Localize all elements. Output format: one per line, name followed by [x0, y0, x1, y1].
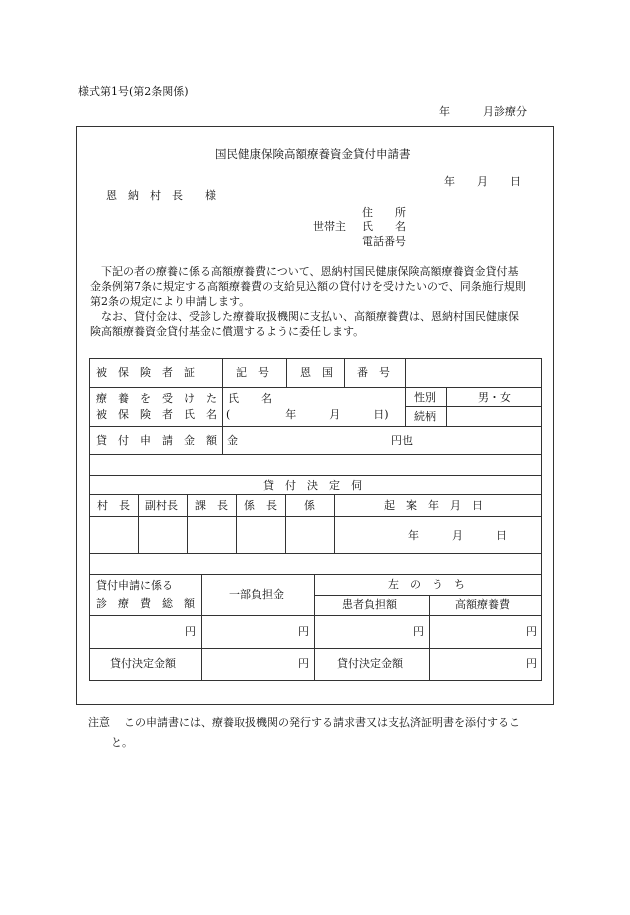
col-divider — [201, 574, 202, 680]
row-divider — [89, 574, 542, 575]
application-date: 年 月 日 — [444, 175, 521, 188]
drafted-date-label: 起 案 年 月 日 — [384, 499, 483, 512]
row-divider — [89, 454, 542, 455]
approver-staff: 係 — [304, 499, 315, 512]
of-which-label: 左 の う ち — [388, 578, 465, 591]
patient-label-line1: 療 養 を 受 け た — [96, 392, 217, 405]
name-label: 氏 名 — [362, 220, 406, 233]
yen-label: 円 — [526, 657, 537, 670]
body-line: なお、貸付金は、受診した療養取扱機関に支払い、高額療養費は、恩納村国民健康保 — [101, 310, 519, 323]
total-label-line2: 診 療 費 総 額 — [96, 597, 195, 610]
symbol-label: 記 号 — [236, 366, 269, 379]
body-paragraph — [90, 264, 542, 339]
row-divider — [89, 648, 542, 649]
col-divider — [187, 494, 188, 553]
form-title: 国民健康保険高額療養資金貸付申請書 — [215, 147, 411, 161]
body-line: 金条例第7条に規定する高額療養費の支給見込額の貸付けを受けたいので、同条施行規則 — [90, 280, 526, 293]
footnote-text: この申請書には、療養取扱機関の発行する請求書又は支払済証明書を添付するこ — [124, 716, 520, 729]
row-divider — [89, 516, 542, 517]
high-cost-label: 高額療養費 — [455, 598, 510, 611]
addressee: 恩 納 村 長 様 — [106, 189, 216, 202]
insurance-card-label: 被 保 険 者 証 — [96, 366, 195, 379]
col-divider — [446, 387, 447, 426]
patient-name-label: 氏 名 — [228, 392, 272, 405]
yen-label: 円 — [298, 625, 309, 638]
col-divider — [138, 494, 139, 553]
yen-label: 円 — [298, 657, 309, 670]
number-label: 番 号 — [357, 366, 390, 379]
patient-label-line2: 被 保 険 者 氏 名 — [96, 408, 217, 421]
yen-label: 円 — [185, 625, 196, 638]
col-divider — [344, 358, 345, 387]
copay-label: 一部負担金 — [229, 588, 284, 601]
col-divider — [429, 595, 430, 680]
body-line: 第2条の規定により申請します。 — [90, 295, 251, 308]
total-label-line1: 貸付申請に係る — [96, 579, 173, 592]
approver-section-chief: 課 長 — [195, 499, 228, 512]
footnote-label: 注意 — [88, 716, 110, 729]
col-divider — [334, 494, 335, 553]
row-divider — [89, 387, 542, 388]
row-divider — [89, 426, 542, 427]
approver-village-head: 村 長 — [97, 499, 130, 512]
approver-subsection-chief: 係 長 — [244, 499, 277, 512]
col-divider — [405, 358, 406, 426]
drafted-date-value: 年 月 日 — [408, 529, 507, 542]
table-border — [89, 680, 542, 681]
patient-share-label: 患者負担額 — [342, 598, 397, 611]
row-divider — [89, 494, 542, 495]
treatment-month: 年 月診療分 — [439, 105, 527, 118]
table-border — [89, 358, 542, 359]
sex-label: 性別 — [414, 391, 436, 404]
col-divider — [286, 358, 287, 387]
row-divider — [89, 553, 542, 554]
enya-label: 円也 — [391, 434, 413, 447]
kin-label: 金 — [227, 434, 238, 447]
form-id: 様式第1号(第2条関係) — [78, 85, 189, 98]
col-divider — [236, 494, 237, 553]
col-divider — [222, 358, 223, 454]
onna-label: 恩 国 — [300, 366, 333, 379]
loan-amount-label: 貸 付 申 請 金 額 — [96, 434, 217, 447]
decision-header: 貸 付 決 定 伺 — [263, 479, 362, 492]
approver-deputy-head: 副村長 — [145, 499, 178, 512]
phone-label: 電話番号 — [362, 235, 406, 248]
col-divider — [314, 574, 315, 680]
col-divider — [285, 494, 286, 553]
sex-value: 男・女 — [478, 391, 511, 404]
body-line: 険高額療養資金貸付基金に償還するように委任します。 — [90, 325, 365, 338]
yen-label: 円 — [526, 625, 537, 638]
address-label: 住 所 — [362, 206, 406, 219]
table-border — [89, 358, 90, 681]
row-divider — [314, 595, 542, 596]
decided-amount-label: 貸付決定金額 — [110, 657, 176, 670]
decided-amount-label: 貸付決定金額 — [337, 657, 403, 670]
row-divider — [89, 475, 542, 476]
yen-label: 円 — [413, 625, 424, 638]
relation-label: 続柄 — [414, 410, 436, 423]
householder-label: 世帯主 — [313, 220, 346, 233]
body-line: 下記の者の療養に係る高額療養費について、恩納村国民健康保険高額療養資金貸付基 — [101, 265, 519, 278]
row-divider — [405, 406, 542, 407]
footnote-text-cont: と。 — [111, 736, 133, 749]
row-divider — [89, 615, 542, 616]
birth-date-field: ( 年 月 日) — [226, 408, 389, 421]
